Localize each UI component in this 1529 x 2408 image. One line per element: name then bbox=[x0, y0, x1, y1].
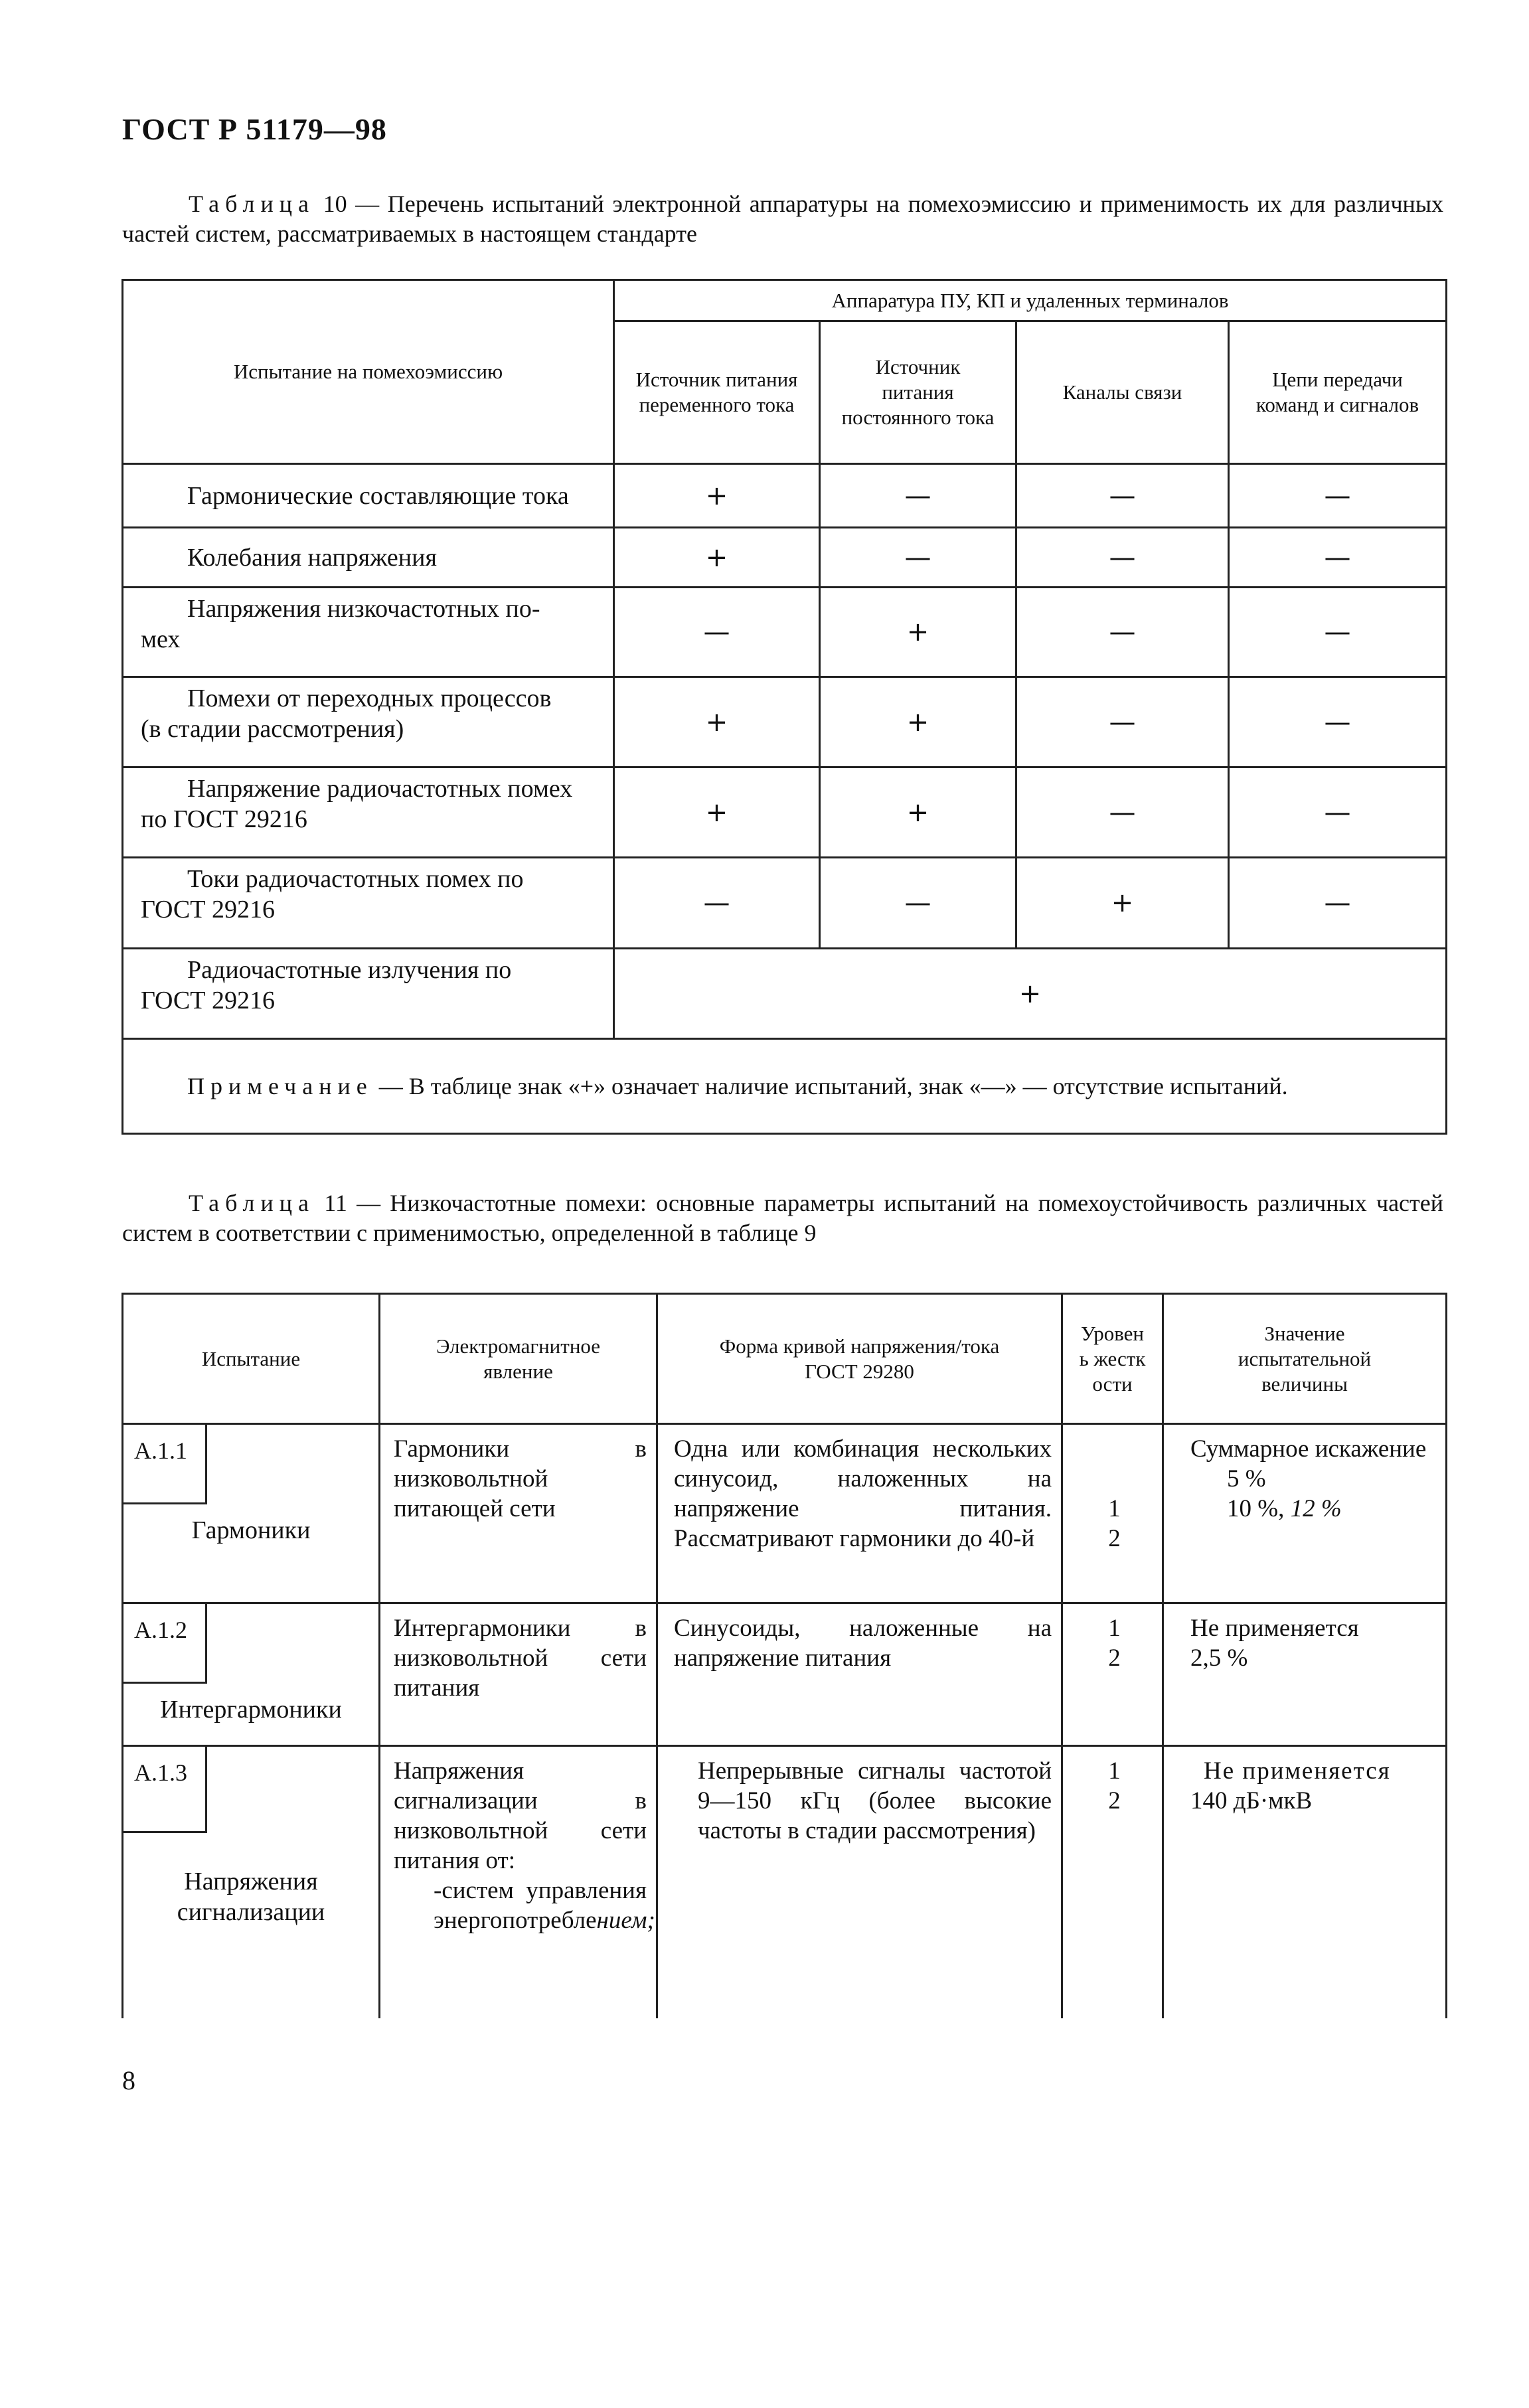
cell-ac: + bbox=[614, 677, 820, 767]
cell-cmd: — bbox=[1229, 858, 1447, 949]
table-note-row bbox=[123, 1039, 1447, 1134]
table-row bbox=[123, 528, 1447, 588]
test-name: Напряжение радиочастотных помех по ГОСТ 29216 bbox=[123, 767, 614, 858]
cell-dc: + bbox=[820, 767, 1016, 858]
table-row bbox=[123, 588, 1447, 677]
table-row bbox=[123, 1603, 1447, 1746]
table-row bbox=[123, 677, 1447, 767]
phenomenon-cell: Гармоники в низковольтной питающей сети bbox=[380, 1424, 657, 1603]
cell-comm: — bbox=[1016, 588, 1229, 677]
table10-caption-lead: Таблица bbox=[189, 191, 315, 217]
test-code: А.1.1 bbox=[123, 1425, 207, 1504]
table-row bbox=[123, 1424, 1447, 1603]
document-header: ГОСТ Р 51179—98 bbox=[122, 112, 387, 146]
cell-comm: — bbox=[1016, 464, 1229, 528]
level-cell: 1 2 bbox=[1062, 1746, 1163, 2018]
test-name: Колебания напряжения bbox=[123, 528, 614, 588]
table11 bbox=[121, 1293, 1447, 2018]
table-header-row bbox=[123, 1294, 1447, 1424]
test-name: Токи радиочастотных помех по ГОСТ 29216 bbox=[123, 858, 614, 949]
header-ac-power: Источник питания переменного тока bbox=[614, 321, 820, 464]
header-comm-channels: Каналы связи bbox=[1016, 321, 1229, 464]
value-cell: Суммарное искажение 5 % 10 %, 12 % bbox=[1163, 1424, 1447, 1603]
table11-caption-lead: Таблица bbox=[189, 1190, 315, 1216]
table10-caption bbox=[122, 189, 1443, 249]
cell-ac: + bbox=[614, 767, 820, 858]
test-name: Помехи от переходных процессов (в стадии рассмотрения) bbox=[123, 677, 614, 767]
cell-dc: — bbox=[820, 464, 1016, 528]
test-cell bbox=[123, 1603, 380, 1746]
test-name: Гармоники bbox=[191, 1516, 311, 1544]
table11-caption bbox=[122, 1188, 1443, 1248]
cell-cmd: — bbox=[1229, 767, 1447, 858]
table11-caption-text: 11 — Низкочастотные помехи: основные параметры испытаний на помехоустойчивость различных частей систем в соответствии с применимостью, определенной в таблице 9 bbox=[122, 1190, 1443, 1246]
test-code: А.1.3 bbox=[123, 1747, 207, 1833]
level-cell: 1 2 bbox=[1062, 1603, 1163, 1746]
table-header-row bbox=[123, 280, 1447, 321]
table-row bbox=[123, 858, 1447, 949]
test-name: Интергармоники bbox=[160, 1696, 342, 1724]
phenomenon-cell: Интергармоники в низковольтной сети питания bbox=[380, 1603, 657, 1746]
header-dc-power: Источник питания постоянного тока bbox=[820, 321, 1016, 464]
cell-ac: + bbox=[614, 528, 820, 588]
cell-dc: + bbox=[820, 588, 1016, 677]
value-cell: Не применяется 2,5 % bbox=[1163, 1603, 1447, 1746]
cell-ac: — bbox=[614, 858, 820, 949]
phenomenon-cell: Напряжения сигнализации в низковольтной сети питания от: -систем управления энергопотреблением; bbox=[380, 1746, 657, 2018]
header-level: Уровень жесткости bbox=[1062, 1294, 1163, 1424]
waveform-cell: Синусоиды, наложенные на напряжение питания bbox=[657, 1603, 1062, 1746]
test-name: Гармонические составляющие тока bbox=[123, 464, 614, 528]
cell-cmd: — bbox=[1229, 677, 1447, 767]
cell-dc: — bbox=[820, 858, 1016, 949]
table10 bbox=[121, 279, 1447, 1135]
cell-comm: — bbox=[1016, 677, 1229, 767]
header-test: Испытание на помехоэмиссию bbox=[123, 280, 614, 464]
header-value: Значение испытательной величины bbox=[1163, 1294, 1447, 1424]
table-row bbox=[123, 464, 1447, 528]
waveform-cell: Непрерывные сигналы частотой 9—150 кГц (более высокие частоты в стадии рассмотрения) bbox=[657, 1746, 1062, 2018]
header-waveform: Форма кривой напряжения/тока ГОСТ 29280 bbox=[657, 1294, 1062, 1424]
test-name: Напряжения низкочастотных по- мех bbox=[123, 588, 614, 677]
table-row bbox=[123, 949, 1447, 1039]
test-name: Напряжения сигнализации bbox=[177, 1868, 325, 1926]
table10-note: Примечание — В таблице знак «+» означает наличие испытаний, знак «—» — отсутствие испытаний. bbox=[123, 1039, 1447, 1134]
cell-dc: — bbox=[820, 528, 1016, 588]
header-test: Испытание bbox=[123, 1294, 380, 1424]
table-row bbox=[123, 1746, 1447, 2018]
cell-ac: + bbox=[614, 464, 820, 528]
cell-cmd: — bbox=[1229, 464, 1447, 528]
page-number: 8 bbox=[122, 2065, 135, 2095]
cell-comm: — bbox=[1016, 767, 1229, 858]
cell-cmd: — bbox=[1229, 528, 1447, 588]
header-command-circuits: Цепи передачи команд и сигналов bbox=[1229, 321, 1447, 464]
test-code: А.1.2 bbox=[123, 1604, 207, 1684]
test-cell bbox=[123, 1424, 380, 1603]
header-equipment-group: Аппаратура ПУ, КП и удаленных терминалов bbox=[614, 280, 1447, 321]
header-phenomenon: Электромагнитное явление bbox=[380, 1294, 657, 1424]
cell-dc: + bbox=[820, 677, 1016, 767]
value-cell: Не применяется 140 дБ·мкВ bbox=[1163, 1746, 1447, 2018]
cell-all: + bbox=[614, 949, 1447, 1039]
level-cell: 1 2 bbox=[1062, 1424, 1163, 1603]
waveform-cell: Одна или комбинация нескольких синусоид, наложенных на напряжение питания. Рассматривают гармоники до 40-й bbox=[657, 1424, 1062, 1603]
cell-comm: + bbox=[1016, 858, 1229, 949]
test-cell bbox=[123, 1746, 380, 2018]
cell-ac: — bbox=[614, 588, 820, 677]
table10-caption-text: 10 — Перечень испытаний электронной аппаратуры на помехоэмиссию и применимость их для различных частей систем, рассматриваемых в настоящем стандарте bbox=[122, 191, 1444, 247]
cell-cmd: — bbox=[1229, 588, 1447, 677]
test-name: Радиочастотные излучения по ГОСТ 29216 bbox=[123, 949, 614, 1039]
cell-comm: — bbox=[1016, 528, 1229, 588]
table-row bbox=[123, 767, 1447, 858]
